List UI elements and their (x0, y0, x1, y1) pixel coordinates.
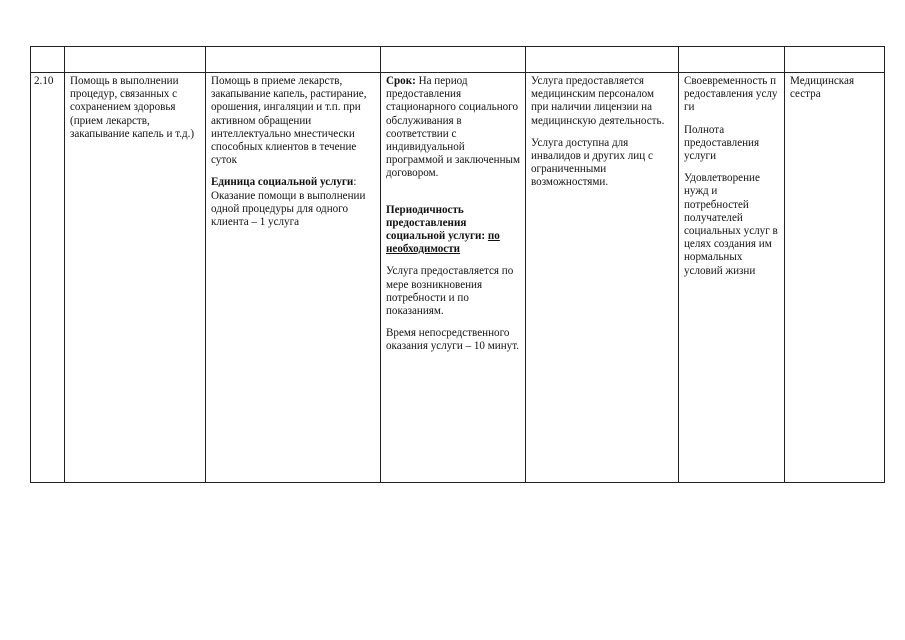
periodicity-label: Периодичность предоставления социальной услуги: (386, 203, 486, 243)
row-number: 2.10 (34, 75, 54, 87)
quality-text-2: Полнота предоставления услуги (684, 123, 760, 163)
term-text: На период предоставления стационарного социального обслуживания в соответствии с индивидуальной программой и заключенным договором. (386, 75, 521, 180)
provision-text: Услуга предоставляется по мере возникновения потребности и по показаниям. (386, 265, 514, 318)
quality-text-3: Удовлетворение нужд и потребностей получателей социальных услуг в целях создания им нормальных условий жизни (684, 172, 778, 277)
unit-colon: : (353, 176, 357, 189)
executor: Медицинская сестра (790, 75, 855, 101)
description-text: Помощь в приеме лекарств, закапывание капель, растирание, орошения, ингаляции и т.п. при активном обращении интеллектуально мнестически способных клиентов в течение суток (211, 75, 367, 167)
conditions-text-1: Услуга предоставляется медицинским персоналом при наличии лицензии на медицинскую деятельность. (531, 75, 665, 127)
empty-cell (31, 47, 65, 73)
unit-label: Единица социальной услуги (211, 176, 354, 189)
executor-cell (785, 73, 885, 483)
unit-text: Оказание помощи в выполнении одной процедуры для одного клиента – 1 услуга (211, 189, 366, 229)
quality-cell (679, 73, 785, 483)
empty-cell (526, 47, 679, 73)
table-row (31, 73, 885, 483)
conditions-cell (526, 73, 679, 483)
terms-cell (381, 73, 526, 483)
empty-cell (65, 47, 206, 73)
description-cell (206, 73, 381, 483)
services-table (30, 46, 885, 483)
periodicity-value: по необходимости (386, 230, 500, 256)
term-label: Срок: (386, 75, 416, 87)
empty-cell (206, 47, 381, 73)
empty-cell (381, 47, 526, 73)
quality-text-1: Своевременность предоставления услуги (684, 75, 778, 114)
empty-cell (785, 47, 885, 73)
empty-cell (679, 47, 785, 73)
service-name-cell (65, 73, 206, 483)
table-header-row (31, 47, 885, 73)
conditions-text-2: Услуга доступна для инвалидов и других лиц с ограниченными возможностями. (531, 136, 653, 189)
row-number-cell (31, 73, 65, 483)
service-name: Помощь в выполнении процедур, связанных с сохранением здоровья (прием лекарств, закапывание капель и т.д.) (70, 75, 195, 140)
time-text: Время непосредственного оказания услуги – 10 минут. (386, 327, 519, 353)
